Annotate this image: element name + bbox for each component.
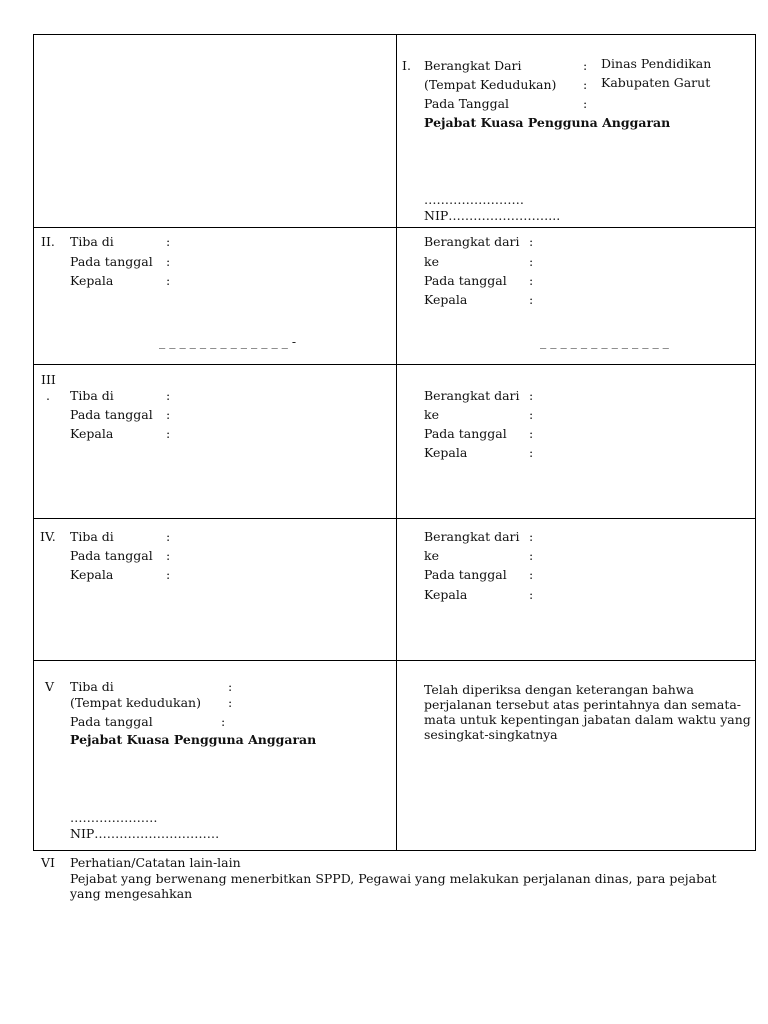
colon: : [166, 529, 171, 544]
section-3-number: III [41, 372, 56, 387]
section-2-number: II. [41, 234, 55, 249]
colon: : [166, 548, 171, 563]
row-divider-1 [34, 227, 755, 228]
section-1-number: I. [402, 58, 411, 73]
row-divider-4 [34, 660, 755, 661]
nip-field: NIP………………………… [70, 826, 220, 841]
tiba-di-label: Tiba di [70, 234, 114, 249]
colon: : [529, 234, 534, 249]
colon: : [529, 529, 534, 544]
tiba-di-label: Tiba di [70, 388, 114, 403]
colon: : [529, 587, 534, 602]
colon: : [228, 679, 233, 694]
section-3-number-dot: . [46, 388, 50, 403]
colon: : [166, 567, 171, 582]
kepala-label: Kepala [424, 292, 468, 307]
pada-tanggal-label: Pada tanggal [70, 407, 153, 422]
colon: : [166, 273, 171, 288]
tempat-kedudukan-label: (Tempat kedudukan) [70, 695, 201, 710]
colon: : [529, 292, 534, 307]
kepala-label: Kepala [70, 273, 114, 288]
colon: : [166, 407, 171, 422]
colon: : [529, 254, 534, 269]
colon: : [166, 254, 171, 269]
section-5-number: V [45, 679, 55, 694]
pada-tanggal-label: Pada tanggal [70, 548, 153, 563]
section-6-number: VI [41, 855, 55, 870]
notes-title: Perhatian/Catatan lain-lain [70, 855, 241, 870]
pada-tanggal-label: Pada tanggal [424, 426, 507, 441]
berangkat-dari-label: Berangkat dari [424, 388, 520, 403]
pada-tanggal-label: Pada Tanggal [424, 96, 510, 111]
colon: : [529, 273, 534, 288]
colon: : [166, 234, 171, 249]
signature-line: _ _ _ _ _ _ _ _ _ _ _ _ _ - [159, 334, 297, 349]
kepala-label: Kepala [424, 587, 468, 602]
pada-tanggal-label: Pada tanggal [424, 567, 507, 582]
berangkat-dari-label: Berangkat dari [424, 529, 520, 544]
kepala-label: Kepala [70, 567, 114, 582]
tiba-di-label: Tiba di [70, 679, 114, 694]
signature-placeholder: …………………… [424, 192, 524, 207]
berangkat-dari-label: Berangkat Dari [424, 58, 522, 73]
signature-line: _ _ _ _ _ _ _ _ _ _ _ _ _ [540, 334, 669, 349]
colon: : [529, 407, 534, 422]
nip-field: NIP……………………... [424, 208, 561, 223]
tempat-kedudukan-label: (Tempat Kedudukan) [424, 77, 557, 92]
notes-text: Pejabat yang berwenang menerbitkan SPPD, Pegawai yang melakukan perjalanan dinas, para pejabat yang mengesahkan [70, 871, 717, 901]
pada-tanggal-label: Pada tanggal [424, 273, 507, 288]
kepala-label: Kepala [424, 445, 468, 460]
official-title: Pejabat Kuasa Pengguna Anggaran [70, 732, 317, 747]
row-divider-2 [34, 364, 755, 365]
colon: : [529, 567, 534, 582]
colon: : [583, 58, 588, 73]
signature-placeholder: ………………… [70, 810, 158, 825]
pada-tanggal-label: Pada tanggal [70, 254, 153, 269]
column-divider [396, 35, 397, 850]
ke-label: ke [424, 548, 439, 563]
colon: : [166, 388, 171, 403]
verification-statement: Telah diperiksa dengan keterangan bahwa perjalanan tersebut atas perintahnya dan semata-mata untuk kepentingan jabatan dalam waktu yang sesingkat-singkatnya [424, 682, 751, 742]
tiba-di-label: Tiba di [70, 529, 114, 544]
colon: : [166, 426, 171, 441]
berangkat-dari-label: Berangkat dari [424, 234, 520, 249]
colon: : [228, 695, 233, 710]
colon: : [583, 77, 588, 92]
ke-label: ke [424, 254, 439, 269]
colon: : [529, 426, 534, 441]
section-4-number: IV. [40, 529, 56, 544]
ke-label: ke [424, 407, 439, 422]
kepala-label: Kepala [70, 426, 114, 441]
departure-value-line1: Dinas Pendidikan [601, 56, 712, 71]
colon: : [529, 548, 534, 563]
colon: : [529, 388, 534, 403]
departure-value-line2: Kabupaten Garut [601, 75, 711, 90]
official-title: Pejabat Kuasa Pengguna Anggaran [424, 115, 671, 130]
colon: : [529, 445, 534, 460]
colon: : [221, 714, 226, 729]
colon: : [583, 96, 588, 111]
pada-tanggal-label: Pada tanggal [70, 714, 153, 729]
row-divider-3 [34, 518, 755, 519]
